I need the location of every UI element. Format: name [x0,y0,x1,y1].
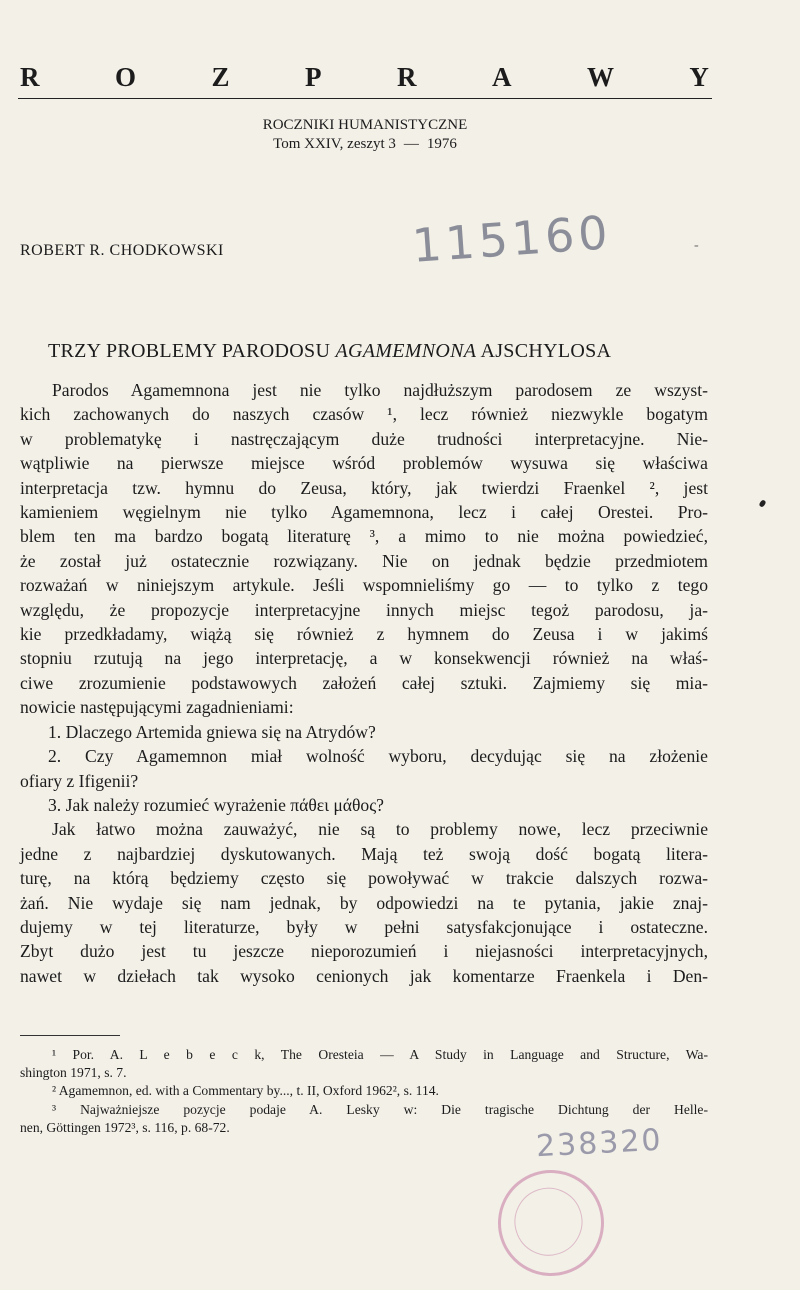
footnote-2: ² Agamemnon, ed. with a Commentary by..., t. II, Oxford 1962², s. 114. [52,1083,439,1099]
article-title [48,340,708,363]
running-head-letter: P [304,62,323,92]
running-head-letter: R [20,62,41,92]
running-head-letter: R [396,62,418,92]
text-line: interpretacja tzw. hymnu do Zeusa, który, jak twierdzi Fraenkel ², jest [20,477,708,498]
paragraph-2 [20,817,708,988]
running-head-letter: W [586,62,615,92]
journal-info [250,116,480,154]
text-line: 1. Dlaczego Artemida gniewa się na Atrydów? [48,721,376,742]
text-line: względu, że propozycje interpretacyjne innych miejsc tegoż parodosu, ja- [20,599,708,620]
header-rule [18,98,712,99]
text-line: 3. Jak należy rozumieć wyrażenie πάθει μάθος? [48,794,384,815]
author-name: ROBERT R. CHODKOWSKI [20,242,224,259]
running-head-letter: Y [689,62,710,92]
handwritten-number: 115160 [410,205,614,273]
text-line: nawet w dziełach tak wysoko cenionych jak komentarze Fraenkela i Den- [20,965,708,986]
stamp-number: 238320 [535,1122,664,1165]
paragraph-1 [20,378,708,720]
text-line: wątpliwie na pierwsze miejsce wśród problemów wysuwa się właściwa [20,453,708,474]
text-line: Parodos Agamemnona jest nie tylko najdłuższym parodosem ze wszyst- [52,380,708,400]
text-line: Zbyt dużo jest tu jeszcze nieporozumień i niejasności interpretacyjnych, [20,941,708,962]
text-line: ofiary z Ifigenii? [20,770,139,791]
text-line: ciwe zrozumienie podstawowych założeń całej sztuki. Zajmiemy się mia- [20,672,708,693]
running-head-letter: Z [211,62,231,92]
pencil-mark: - [694,238,699,253]
question-2 [20,744,708,793]
text-line: dujemy w tej literaturze, były w pełni satysfakcjonujące i ostateczne. [20,916,708,937]
question-1 [20,720,708,744]
footnotes [20,1046,708,1137]
journal-volume: Tom XXIV, zeszyt 3 [273,136,396,152]
title-italic: AGAMEMNONA [335,340,477,362]
text-line: kie przedkładamy, wiążą się również z hymnem do Zeusa i w jakimś [20,624,708,645]
text-line: stopniu rzutują na jego interpretację, a w konsekwencji również na właś- [20,648,708,669]
library-stamp-icon [484,1156,618,1290]
text-line: blem ten ma bardzo bogatą literaturę ³, a mimo to nie można powiedzieć, [20,526,708,547]
text-line: że został już ostatecznie rozwiązany. Nie on jednak będzie przedmiotem [20,550,708,571]
text-line: Jak łatwo można zauważyć, nie są to problemy nowe, lecz przeciwnie [52,819,708,840]
journal-name: ROCZNIKI HUMANISTYCZNE [262,117,468,133]
footnote-3: ³ Najważniejsze pozycje podaje A. Lesky w: Die tragische Dichtung der Helle- [52,1101,708,1117]
footnote-rule [20,1035,120,1036]
running-head [20,62,710,93]
footnote-1: ¹ Por. A. L e b e c k, The Oresteia — A Study in Language and Structure, Wa- [52,1047,708,1062]
text-line: turę, na którą będziemy często się powoływać w trakcie dalszych rozwa- [20,868,708,889]
running-head-letter: A [491,62,513,92]
text-line: jedne z najbardziej dyskutowanych. Mają też swoją dość bogatą litera- [20,843,708,864]
text-line: 2. Czy Agamemnon miał wolność wyboru, decydując się na złożenie [48,746,708,767]
title-part: TRZY PROBLEMY PARODOSU [48,340,336,362]
journal-year: 1976 [426,136,457,152]
text-line: kich zachowanych do naszych czasów ¹, lecz również niezwykle bogatym [20,404,708,425]
text-line: kamieniem węgielnym nie tylko Agamemnona, lecz i całej Orestei. Pro- [20,502,708,523]
article-body [20,378,708,988]
question-3 [20,793,708,817]
text-line: nowicie następującymi zagadnieniami: [20,697,294,718]
text-line: rozważań w niniejszym artykule. Jeśli wspomnieliśmy go — to tylko z tego [20,575,708,596]
title-part: AJSCHYLOSA [476,340,612,362]
running-head-letter: O [114,62,137,92]
journal-dash: — [403,136,419,152]
text-line: żań. Nie wydaje się nam jednak, by odpowiedzi na te pytania, jakie znaj- [20,892,708,913]
footnote-3-cont: nen, Göttingen 1972³, s. 116, p. 68-72. [20,1119,230,1135]
journal-volume-line [250,135,480,154]
ink-spot [758,499,766,508]
text-line: w problematykę i nastręczającym duże trudności interpretacyjne. Nie- [20,428,708,449]
footnote-1-cont: shington 1971, s. 7. [20,1065,127,1081]
